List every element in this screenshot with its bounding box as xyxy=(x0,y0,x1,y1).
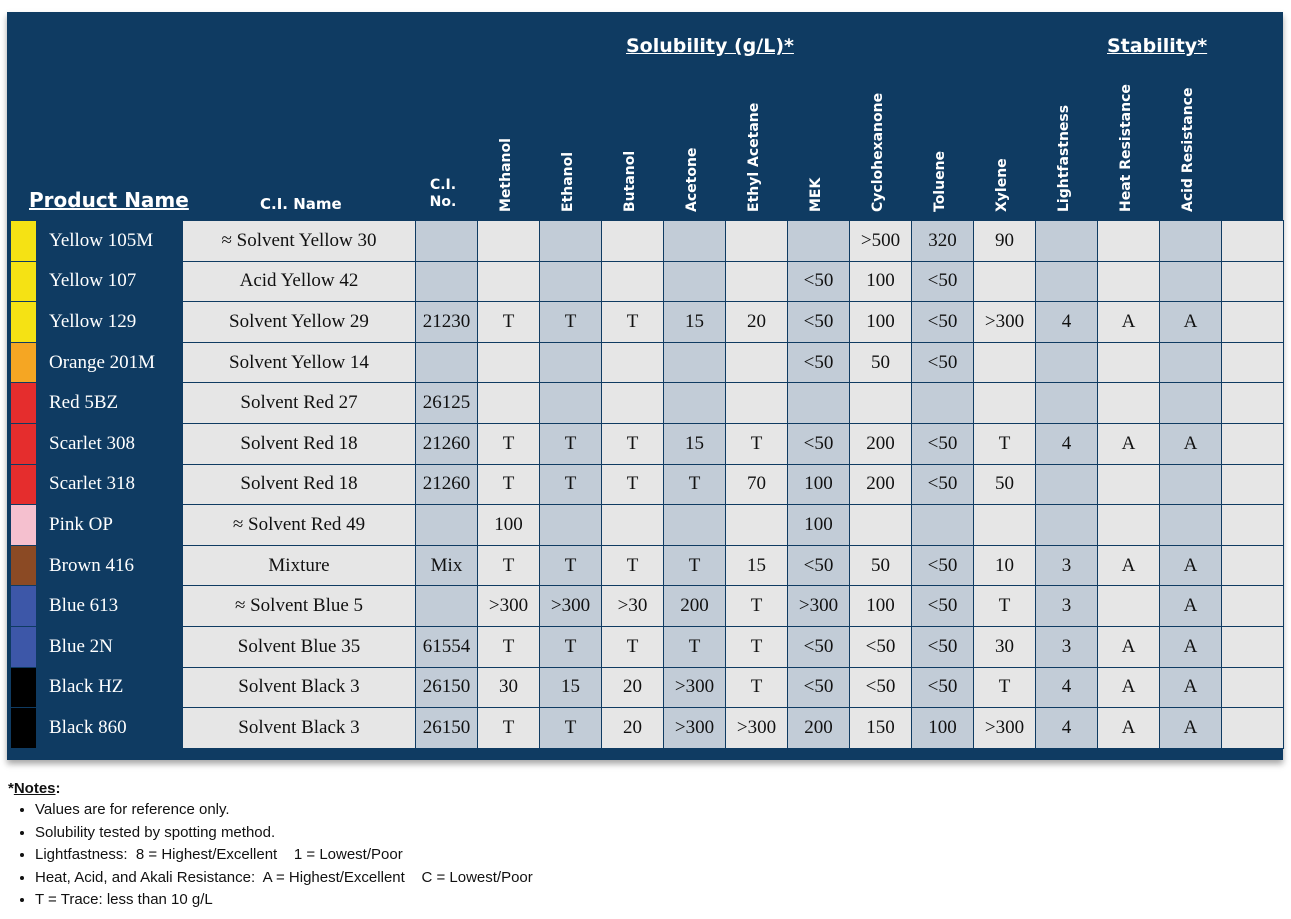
table-row xyxy=(11,667,1291,708)
value-cell xyxy=(912,505,974,546)
value-cell: A xyxy=(1098,545,1160,586)
value-cell xyxy=(664,383,726,424)
value-cell xyxy=(1222,708,1284,749)
value-cell xyxy=(1222,586,1284,627)
table-row xyxy=(11,221,1291,262)
value-cell: T xyxy=(478,626,540,667)
value-cell: <50 xyxy=(850,626,912,667)
value-cell: A xyxy=(1160,626,1222,667)
value-cell: A xyxy=(1098,302,1160,343)
value-cell: A xyxy=(1098,626,1160,667)
color-swatch xyxy=(11,586,37,627)
value-cell xyxy=(602,342,664,383)
notes-title xyxy=(8,780,533,797)
value-cell xyxy=(1098,505,1160,546)
value-cell xyxy=(1222,383,1284,424)
value-cell: 10 xyxy=(974,545,1036,586)
value-cell: 200 xyxy=(850,464,912,505)
product-name-cell: Pink OP xyxy=(37,505,183,546)
value-cell xyxy=(1160,464,1222,505)
ci-no-header xyxy=(418,177,468,211)
column-header-butanol: Butanol xyxy=(622,150,638,212)
value-cell xyxy=(1160,221,1222,262)
stability-group-title: Stability* xyxy=(1107,35,1208,57)
value-cell: 15 xyxy=(664,302,726,343)
value-cell: <50 xyxy=(788,626,850,667)
value-cell xyxy=(912,383,974,424)
ci-no-header-line2: No. xyxy=(429,194,457,210)
value-cell: 50 xyxy=(850,342,912,383)
value-cell xyxy=(602,383,664,424)
value-cell xyxy=(1160,383,1222,424)
column-header-lightfastness: Lightfastness xyxy=(1056,104,1072,212)
value-cell: >300 xyxy=(974,302,1036,343)
value-cell: 50 xyxy=(850,545,912,586)
value-cell: A xyxy=(1160,302,1222,343)
table-row xyxy=(11,586,1291,627)
value-cell xyxy=(478,342,540,383)
value-cell: 15 xyxy=(726,545,788,586)
value-cell: 70 xyxy=(726,464,788,505)
value-cell: <50 xyxy=(850,667,912,708)
ci-no-cell xyxy=(416,221,478,262)
value-cell: >300 xyxy=(664,667,726,708)
value-cell xyxy=(1222,302,1284,343)
color-swatch xyxy=(11,545,37,586)
value-cell: T xyxy=(664,626,726,667)
value-cell xyxy=(726,342,788,383)
value-cell: 100 xyxy=(788,505,850,546)
ci-name-cell: Solvent Red 18 xyxy=(183,464,416,505)
value-cell xyxy=(1098,383,1160,424)
table-row xyxy=(11,505,1291,546)
column-header-ethanol: Ethanol xyxy=(560,151,576,212)
notes-section xyxy=(8,780,533,912)
value-cell xyxy=(1222,667,1284,708)
product-name-header: Product Name xyxy=(29,188,189,212)
value-cell: >300 xyxy=(540,586,602,627)
value-cell: 3 xyxy=(1036,586,1098,627)
notes-list xyxy=(8,799,533,912)
value-cell xyxy=(974,342,1036,383)
table-row xyxy=(11,545,1291,586)
ci-no-cell: 21260 xyxy=(416,464,478,505)
ci-no-header-line1: C.I. xyxy=(429,177,457,193)
value-cell xyxy=(664,221,726,262)
column-header-acetone: Acetone xyxy=(684,147,700,212)
ci-no-cell xyxy=(416,505,478,546)
ci-no-cell: 61554 xyxy=(416,626,478,667)
column-header-ethyl-acetane: Ethyl Acetane xyxy=(746,102,762,212)
value-cell: T xyxy=(974,667,1036,708)
value-cell xyxy=(726,261,788,302)
value-cell xyxy=(788,383,850,424)
value-cell: >500 xyxy=(850,221,912,262)
color-swatch xyxy=(11,505,37,546)
value-cell: 20 xyxy=(602,667,664,708)
value-cell xyxy=(974,383,1036,424)
value-cell xyxy=(788,221,850,262)
value-cell: <50 xyxy=(788,667,850,708)
value-cell: T xyxy=(478,464,540,505)
value-cell xyxy=(1222,505,1284,546)
value-cell: 3 xyxy=(1036,626,1098,667)
product-name-cell: Scarlet 308 xyxy=(37,423,183,464)
ci-name-cell: Solvent Yellow 29 xyxy=(183,302,416,343)
ci-no-cell: 26150 xyxy=(416,708,478,749)
value-cell xyxy=(664,342,726,383)
value-cell xyxy=(974,505,1036,546)
value-cell xyxy=(1036,342,1098,383)
value-cell: 30 xyxy=(478,667,540,708)
value-cell: 200 xyxy=(850,423,912,464)
ci-no-cell xyxy=(416,586,478,627)
value-cell: T xyxy=(664,464,726,505)
value-cell xyxy=(1036,261,1098,302)
value-cell: <50 xyxy=(788,342,850,383)
value-cell: A xyxy=(1160,423,1222,464)
notes-suffix: : xyxy=(55,780,61,797)
product-name-cell: Orange 201M xyxy=(37,342,183,383)
product-name-cell: Yellow 129 xyxy=(37,302,183,343)
column-header-mek: MEK xyxy=(808,177,824,212)
value-cell: 90 xyxy=(974,221,1036,262)
value-cell xyxy=(602,221,664,262)
column-header-toluene: Toluene xyxy=(932,150,948,212)
ci-no-cell: 21230 xyxy=(416,302,478,343)
value-cell: <50 xyxy=(912,667,974,708)
value-cell: >300 xyxy=(788,586,850,627)
value-cell: T xyxy=(478,302,540,343)
value-cell: <50 xyxy=(788,302,850,343)
product-name-cell: Black 860 xyxy=(37,708,183,749)
product-name-cell: Red 5BZ xyxy=(37,383,183,424)
value-cell: T xyxy=(540,423,602,464)
ci-no-cell xyxy=(416,342,478,383)
ci-name-cell: Solvent Blue 35 xyxy=(183,626,416,667)
note-item: • Solubility tested by spotting method. xyxy=(35,822,533,845)
value-cell: A xyxy=(1160,667,1222,708)
ci-name-cell: Solvent Red 18 xyxy=(183,423,416,464)
table-row xyxy=(11,383,1291,424)
ci-name-header: C.I. Name xyxy=(260,195,342,213)
value-cell: 30 xyxy=(974,626,1036,667)
column-header-cyclohexanone: Cyclohexanone xyxy=(870,92,886,212)
value-cell: T xyxy=(726,423,788,464)
product-name-cell: Blue 2N xyxy=(37,626,183,667)
value-cell xyxy=(974,261,1036,302)
column-header-acid-resistance: Acid Resistance xyxy=(1180,87,1196,212)
value-cell xyxy=(1036,505,1098,546)
value-cell xyxy=(1036,221,1098,262)
value-cell: T xyxy=(540,464,602,505)
value-cell xyxy=(478,261,540,302)
value-cell xyxy=(850,505,912,546)
value-cell: 4 xyxy=(1036,667,1098,708)
value-cell: >300 xyxy=(478,586,540,627)
color-swatch xyxy=(11,708,37,749)
value-cell: T xyxy=(602,464,664,505)
value-cell: 150 xyxy=(850,708,912,749)
value-cell xyxy=(1098,221,1160,262)
value-cell: T xyxy=(478,423,540,464)
ci-no-cell: 26150 xyxy=(416,667,478,708)
value-cell: 100 xyxy=(850,261,912,302)
value-cell: 4 xyxy=(1036,423,1098,464)
ci-name-cell: ≈ Solvent Yellow 30 xyxy=(183,221,416,262)
value-cell xyxy=(602,505,664,546)
ci-name-cell: ≈ Solvent Red 49 xyxy=(183,505,416,546)
value-cell xyxy=(1222,342,1284,383)
value-cell: 20 xyxy=(602,708,664,749)
value-cell xyxy=(1160,342,1222,383)
color-swatch xyxy=(11,221,37,262)
column-header-xylene: Xylene xyxy=(994,158,1010,212)
ci-no-cell xyxy=(416,261,478,302)
color-swatch xyxy=(11,261,37,302)
ci-name-cell: Solvent Red 27 xyxy=(183,383,416,424)
value-cell xyxy=(1222,626,1284,667)
note-item: • Heat, Acid, and Akali Resistance: A = Highest/Excellent C = Lowest/Poor xyxy=(35,867,533,890)
value-cell xyxy=(850,383,912,424)
value-cell: T xyxy=(478,545,540,586)
value-cell xyxy=(1160,505,1222,546)
table-row xyxy=(11,423,1291,464)
value-cell xyxy=(540,505,602,546)
value-cell: T xyxy=(664,545,726,586)
value-cell: <50 xyxy=(912,626,974,667)
value-cell: A xyxy=(1098,667,1160,708)
value-cell: <50 xyxy=(912,261,974,302)
value-cell: T xyxy=(540,545,602,586)
ci-name-cell: Solvent Black 3 xyxy=(183,667,416,708)
value-cell xyxy=(726,383,788,424)
value-cell: >300 xyxy=(664,708,726,749)
value-cell: <50 xyxy=(788,423,850,464)
value-cell: T xyxy=(540,708,602,749)
color-swatch xyxy=(11,464,37,505)
value-cell: 100 xyxy=(788,464,850,505)
value-cell: T xyxy=(478,708,540,749)
value-cell xyxy=(540,221,602,262)
value-cell xyxy=(726,221,788,262)
value-cell xyxy=(540,261,602,302)
table-row xyxy=(11,626,1291,667)
solubility-group-title: Solubility (g/L)* xyxy=(626,35,794,57)
value-cell xyxy=(1098,261,1160,302)
table-row xyxy=(11,464,1291,505)
value-cell: >300 xyxy=(726,708,788,749)
value-cell xyxy=(478,383,540,424)
note-item: • Lightfastness: 8 = Highest/Excellent 1 = Lowest/Poor xyxy=(35,844,533,867)
color-swatch xyxy=(11,342,37,383)
note-item: • Values are for reference only. xyxy=(35,799,533,822)
value-cell: <50 xyxy=(912,302,974,343)
product-table xyxy=(10,220,1291,749)
color-swatch xyxy=(11,667,37,708)
value-cell: T xyxy=(602,545,664,586)
table-row xyxy=(11,708,1291,749)
value-cell: A xyxy=(1160,545,1222,586)
value-cell xyxy=(1160,261,1222,302)
value-cell xyxy=(540,342,602,383)
value-cell: T xyxy=(540,302,602,343)
product-name-cell: Brown 416 xyxy=(37,545,183,586)
value-cell: 4 xyxy=(1036,302,1098,343)
value-cell: <50 xyxy=(912,464,974,505)
value-cell xyxy=(1098,342,1160,383)
ci-name-cell: ≈ Solvent Blue 5 xyxy=(183,586,416,627)
value-cell: T xyxy=(540,626,602,667)
value-cell xyxy=(478,221,540,262)
notes-title-text: Notes xyxy=(13,780,56,797)
value-cell xyxy=(1098,464,1160,505)
value-cell: T xyxy=(974,586,1036,627)
value-cell xyxy=(540,383,602,424)
value-cell: 100 xyxy=(850,586,912,627)
value-cell: 15 xyxy=(540,667,602,708)
value-cell: 15 xyxy=(664,423,726,464)
notes-prefix: * xyxy=(8,780,14,797)
color-swatch xyxy=(11,383,37,424)
ci-name-cell: Solvent Yellow 14 xyxy=(183,342,416,383)
value-cell: <50 xyxy=(788,545,850,586)
table-row xyxy=(11,261,1291,302)
value-cell xyxy=(1222,423,1284,464)
value-cell: T xyxy=(974,423,1036,464)
ci-no-cell: 21260 xyxy=(416,423,478,464)
value-cell: <50 xyxy=(912,342,974,383)
value-cell: 50 xyxy=(974,464,1036,505)
value-cell: 200 xyxy=(664,586,726,627)
ci-name-cell: Mixture xyxy=(183,545,416,586)
value-cell xyxy=(1036,383,1098,424)
value-cell: 320 xyxy=(912,221,974,262)
column-header-heat-resistance: Heat Resistance xyxy=(1118,84,1134,212)
color-swatch xyxy=(11,302,37,343)
product-name-cell: Blue 613 xyxy=(37,586,183,627)
value-cell: <50 xyxy=(912,586,974,627)
value-cell: 100 xyxy=(478,505,540,546)
value-cell: A xyxy=(1160,708,1222,749)
value-cell: A xyxy=(1098,423,1160,464)
value-cell xyxy=(1222,545,1284,586)
value-cell xyxy=(1222,261,1284,302)
value-cell: 4 xyxy=(1036,708,1098,749)
color-swatch xyxy=(11,423,37,464)
note-item: • T = Trace: less than 10 g/L xyxy=(35,889,533,912)
value-cell: 3 xyxy=(1036,545,1098,586)
value-cell: <50 xyxy=(912,545,974,586)
value-cell: A xyxy=(1098,708,1160,749)
value-cell xyxy=(664,505,726,546)
value-cell xyxy=(726,505,788,546)
value-cell: T xyxy=(602,626,664,667)
ci-name-cell: Acid Yellow 42 xyxy=(183,261,416,302)
value-cell: T xyxy=(602,302,664,343)
value-cell: 200 xyxy=(788,708,850,749)
value-cell: T xyxy=(726,586,788,627)
color-swatch xyxy=(11,626,37,667)
value-cell: A xyxy=(1160,586,1222,627)
column-header-methanol: Methanol xyxy=(498,138,514,212)
value-cell xyxy=(1098,586,1160,627)
value-cell xyxy=(1222,221,1284,262)
value-cell: 100 xyxy=(912,708,974,749)
value-cell: <50 xyxy=(912,423,974,464)
value-cell: >300 xyxy=(974,708,1036,749)
table-row xyxy=(11,302,1291,343)
value-cell: T xyxy=(726,626,788,667)
value-cell xyxy=(602,261,664,302)
value-cell: T xyxy=(726,667,788,708)
value-cell: <50 xyxy=(788,261,850,302)
product-name-cell: Scarlet 318 xyxy=(37,464,183,505)
value-cell: 20 xyxy=(726,302,788,343)
product-name-cell: Black HZ xyxy=(37,667,183,708)
value-cell: T xyxy=(602,423,664,464)
ci-no-cell: 26125 xyxy=(416,383,478,424)
value-cell xyxy=(664,261,726,302)
product-name-cell: Yellow 107 xyxy=(37,261,183,302)
value-cell: >30 xyxy=(602,586,664,627)
value-cell xyxy=(1222,464,1284,505)
ci-name-cell: Solvent Black 3 xyxy=(183,708,416,749)
product-name-cell: Yellow 105M xyxy=(37,221,183,262)
ci-no-cell: Mix xyxy=(416,545,478,586)
value-cell xyxy=(1036,464,1098,505)
table-row xyxy=(11,342,1291,383)
value-cell: 100 xyxy=(850,302,912,343)
